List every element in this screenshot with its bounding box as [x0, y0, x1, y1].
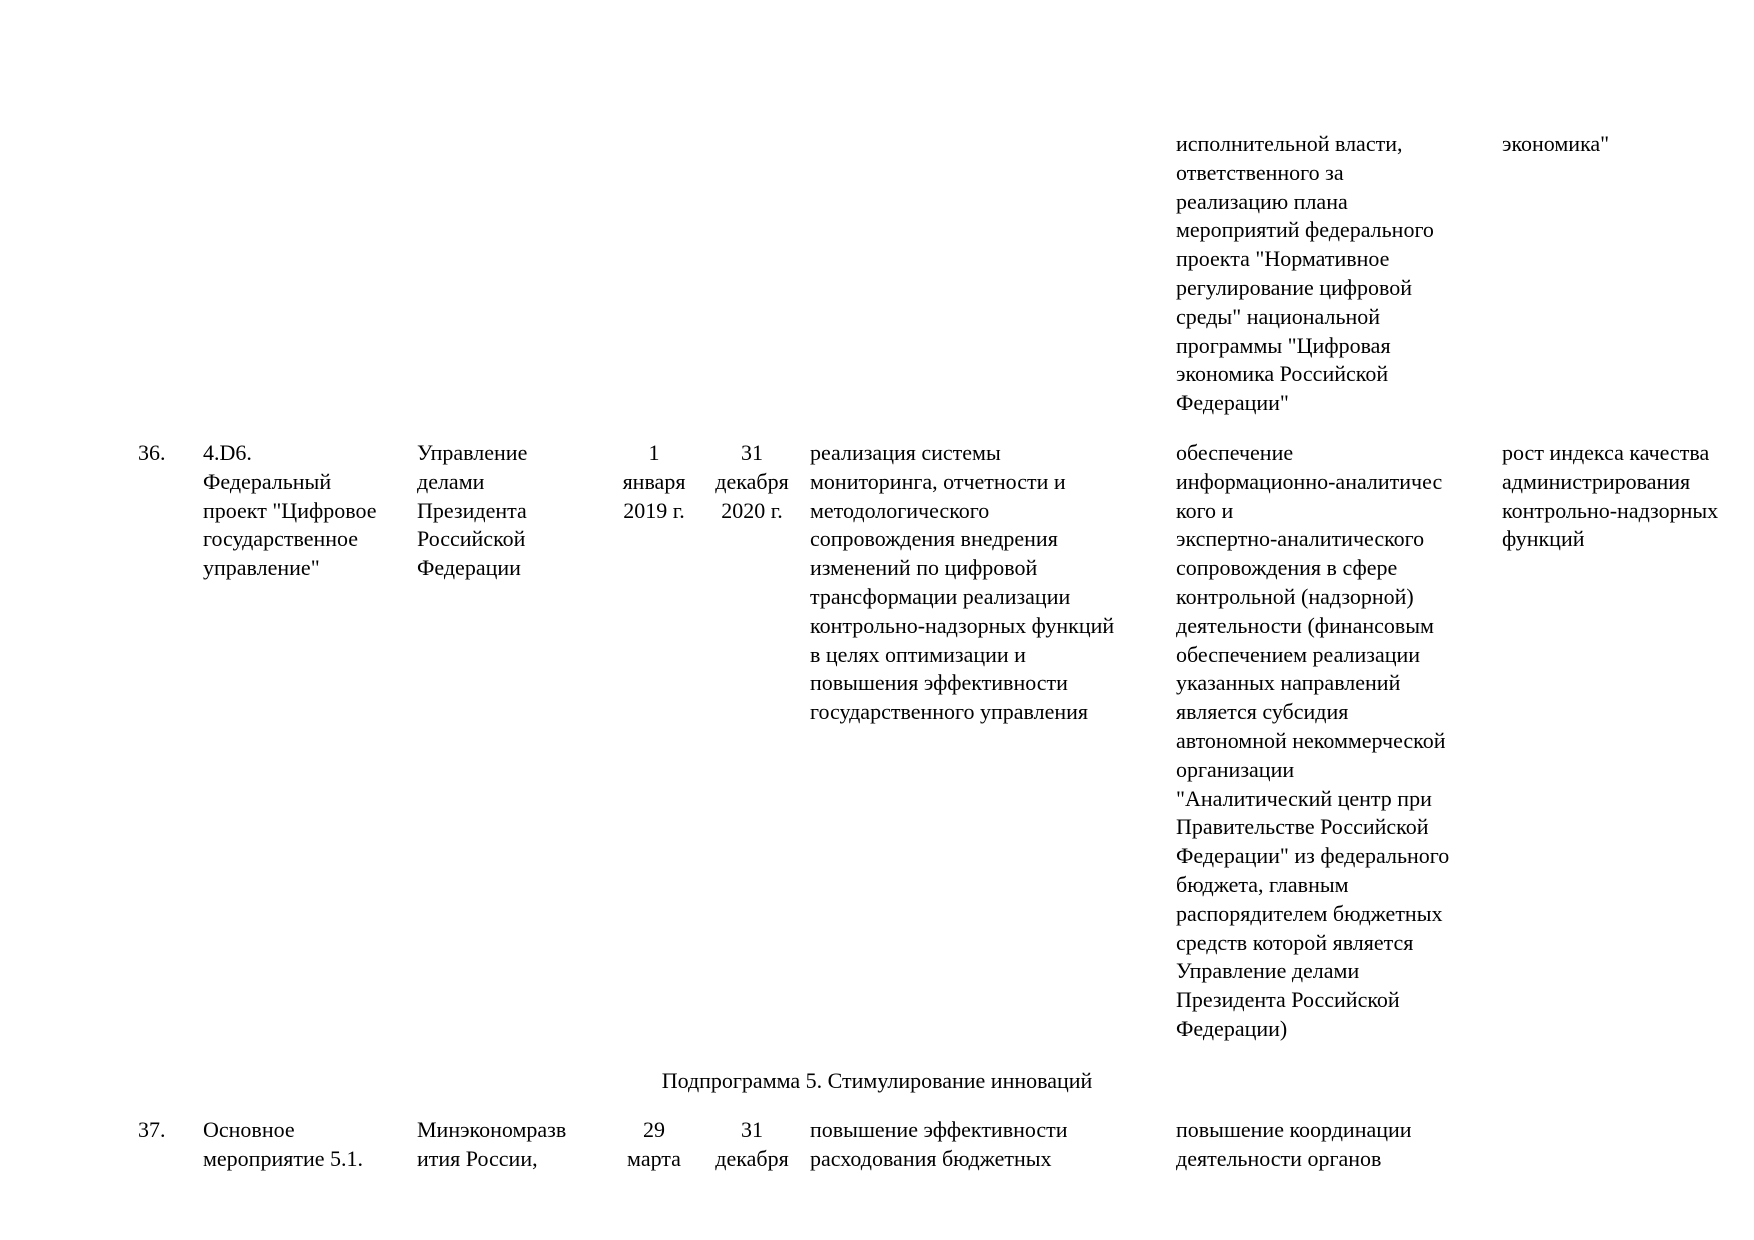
row-36-number: 36.: [138, 440, 166, 465]
row-36-result: реализация системы мониторинга, отчетности и методологического сопровождения внедрения изменений по цифровой трансформации реализации контрольно-надзорных функций в целях оптимизации и повышения эффективности государственного управления: [810, 440, 1115, 725]
row-36-start-date: 1 января 2019 г.: [622, 440, 686, 523]
row-36-executor: Управление делами Президента Российской Федерации: [417, 440, 528, 581]
row-37-end-date: 31 декабря: [715, 1117, 789, 1171]
row-37-relation: повышение координации деятельности органов: [1176, 1117, 1412, 1171]
row-36-name: 4.D6. Федеральный проект "Цифровое государственное управление": [203, 440, 377, 581]
row-37-start-date: 29 марта: [627, 1117, 681, 1171]
continued-relation-cell: исполнительной власти, ответственного за реализацию плана мероприятий федерального проекта "Нормативное регулирование цифровой среды" национальной программы "Цифровая экономика Российской Федерации": [1176, 131, 1434, 416]
row-37-number: 37.: [138, 1117, 166, 1142]
row-36-relation: обеспечение информационно-аналитичес кого и экспертно-аналитического сопровождения в сфере контрольной (надзорной) деятельности (финансовым обеспечением реализации указанных направлений является субсидия автономной некоммерческой организации "Аналитический центр при Правительстве Российской Федерации" из федерального бюджета, главным распорядителем бюджетных средств которой является Управление делами Президента Российской Федерации): [1176, 440, 1450, 1041]
row-37-executor: Минэкономразв ития России,: [417, 1117, 567, 1171]
row-36-indicator: рост индекса качества администрирования контрольно-надзорных функций: [1502, 440, 1719, 552]
continued-indicator-cell: экономика": [1502, 131, 1610, 156]
row-36-end-date: 31 декабря 2020 г.: [715, 440, 789, 523]
row-37-result: повышение эффективности расходования бюджетных: [810, 1117, 1068, 1171]
subprogram-title: Подпрограмма 5. Стимулирование инноваций: [661, 1068, 1093, 1093]
row-37-name: Основное мероприятие 5.1.: [203, 1117, 364, 1171]
